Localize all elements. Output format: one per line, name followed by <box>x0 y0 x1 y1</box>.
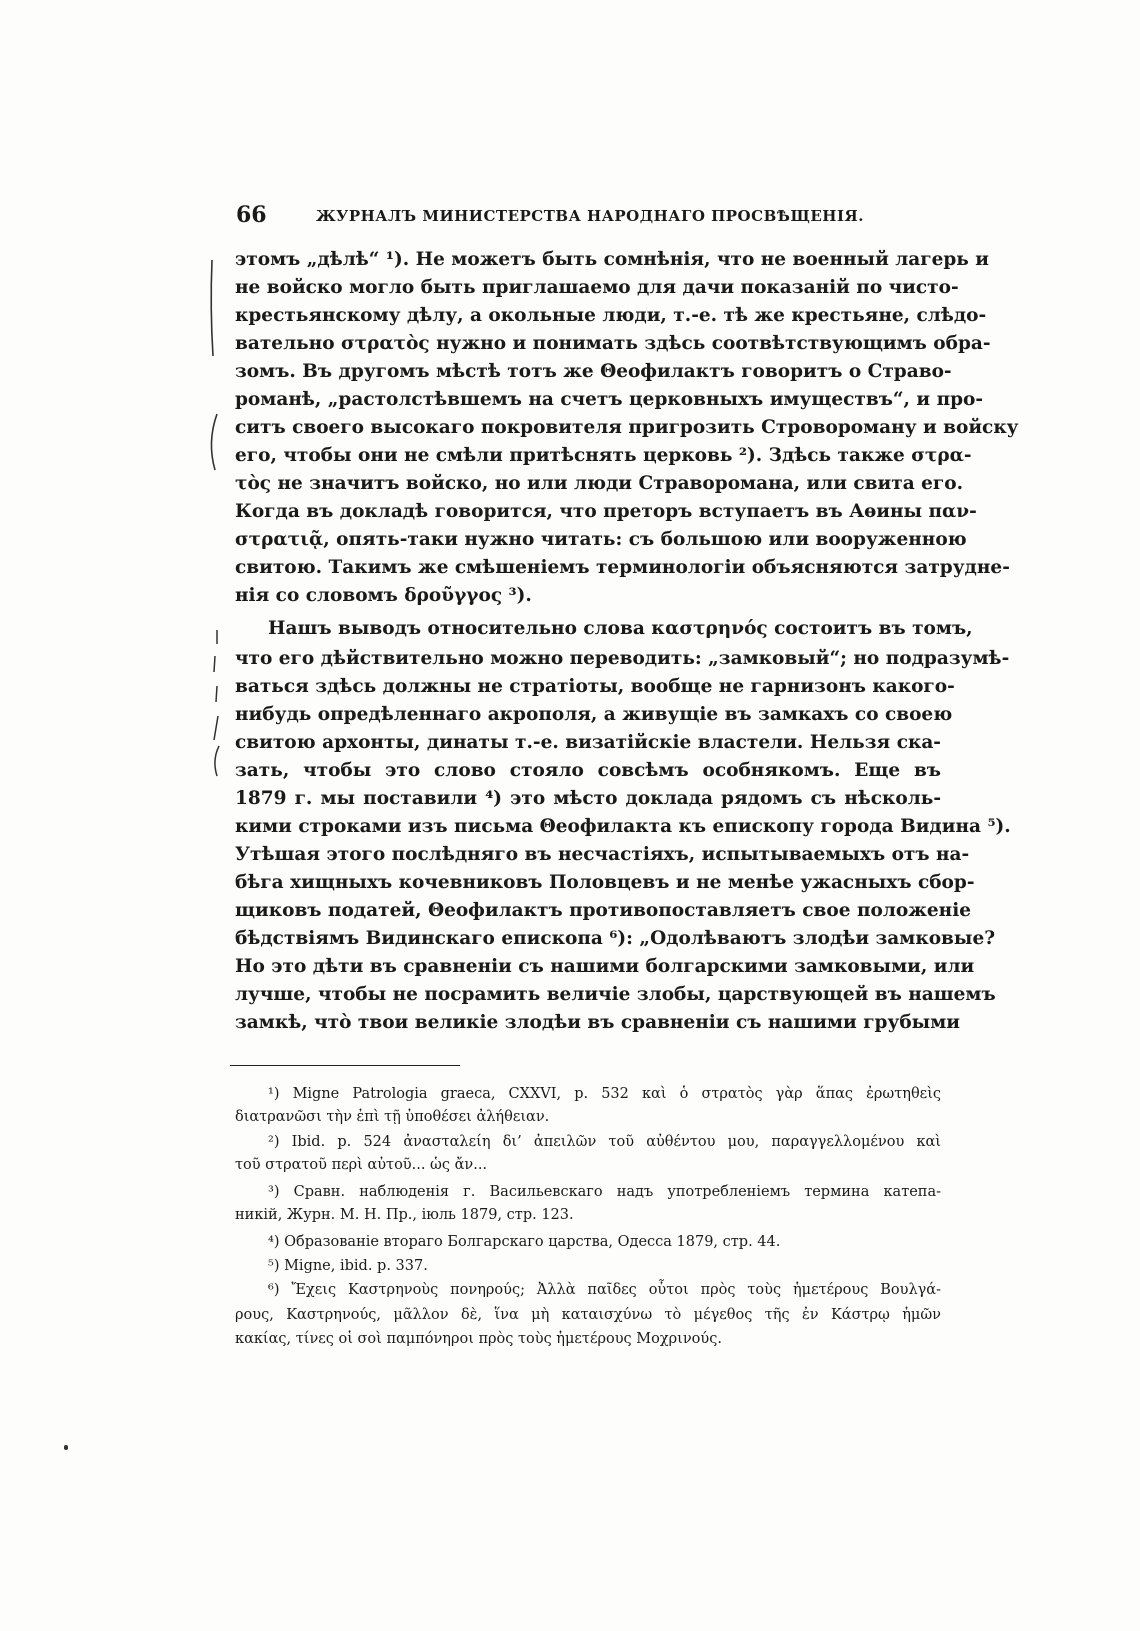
text-line: щиковъ податей, Θеофилактъ противопоставляетъ свое положеніе <box>235 900 972 921</box>
text-line: ситъ своего высокаго покровителя пригрозить Стровороману и войску <box>235 417 1019 438</box>
text-line: вательно στρατὸς нужно и понимать здѣсь соотвѣтствующимъ обра- <box>235 333 991 354</box>
text-line: нибудь опредѣленнаго акрополя, а живущіе въ замкахъ со своею <box>235 704 953 725</box>
footnote-line: κακίας, τίνες οἱ σοὶ παμπόνηροι πρὸς τοὺς ἡμετέρους Μοχρινούς. <box>235 1331 722 1347</box>
margin-mark-2-icon <box>205 412 219 472</box>
text-line: крестьянскому дѣлу, а окольные люди, т.-е. тѣ же крестьяне, слѣдо- <box>235 305 987 326</box>
text-line: лучше, чтобы не посрамить величіе злобы, царствующей въ нашемъ <box>235 984 996 1005</box>
footnote-line: ¹) Migne Patrologia graeca, CXXVI, p. 532 καὶ ὁ στρατὸς γὰρ ἅπας ἐρωτηθεὶς <box>268 1086 941 1102</box>
text-line: кими строками изъ письма Θеофилакта къ епископу города Видина ⁵). <box>235 816 1011 837</box>
text-line: романѣ, „растолстѣвшемъ на счетъ церковныхъ имуществъ“, и про- <box>235 389 984 410</box>
text-line: ваться здѣсь должны не стратіоты, вообще не гарнизонъ какого- <box>235 676 955 697</box>
text-line: зать, чтобы это слово стояло совсѣмъ особнякомъ. Еще въ <box>235 760 941 781</box>
footnote-divider <box>230 1065 460 1066</box>
page-speck <box>64 1445 68 1450</box>
text-line: στρατιᾷ, опять-таки нужно читать: съ большою или вооруженною <box>235 529 967 550</box>
text-line: зомъ. Въ другомъ мѣстѣ тотъ же Θеофилактъ говоритъ о Страво- <box>235 361 952 382</box>
text-line: замкѣ, что̀ твои великіе злодѣи въ сравненіи съ нашими грубыми <box>235 1012 961 1033</box>
running-header <box>236 202 876 232</box>
margin-mark-3-icon <box>208 628 222 778</box>
footnote-line: ⁵) Migne, ibid. p. 337. <box>268 1258 428 1274</box>
text-line: свитою архонты, динаты т.-е. визатійскіе властели. Нельзя ска- <box>235 732 941 753</box>
text-line: бѣга хищныхъ кочевниковъ Половцевъ и не менѣе ужасныхъ сбор- <box>235 872 975 893</box>
footnote-line: ρους, Καστρηνούς, μᾶλλον δὲ, ἵνα μὴ καταισχύνω τὸ μέγεθος τῆς ἐν Κάστρῳ ἡμῶν <box>235 1307 941 1323</box>
text-line: его, чтобы они не смѣли притѣснять церковь ²). Здѣсь также στρα- <box>235 445 972 466</box>
page-number: 66 <box>236 202 267 228</box>
running-title: ЖУРНАЛЪ МИНИСТЕРСТВА НАРОДНАГО ПРОСВѢЩЕНІЯ. <box>316 207 864 225</box>
text-line: этомъ „дѣлѣ“ ¹). Не можетъ быть сомнѣнія, что не военный лагерь и <box>235 249 990 270</box>
text-line: Когда въ докладѣ говорится, что преторъ вступаетъ въ Аѳины παν- <box>235 501 977 522</box>
footnote-line: τοῦ στρατοῦ περὶ αὐτοῦ... ὡς ἄν... <box>235 1157 488 1173</box>
text-line: бѣдствіямъ Видинскаго епископа ⁶): „Одолѣваютъ злодѣи замковые? <box>235 928 996 949</box>
margin-mark-1-icon <box>206 258 218 358</box>
text-line: нія со словомъ δροῦγγος ³). <box>235 585 532 606</box>
footnote-line: ⁶) Ἔχεις Καστρηνοὺς πονηρούς; Ἀλλὰ παῖδες οὗτοι πρὸς τοὺς ἡμετέρους Βουλγά- <box>268 1282 941 1298</box>
paragraph-first-line: Нашъ выводъ относительно слова καστρηνός состоитъ въ томъ, <box>268 618 973 639</box>
text-line: Но это дѣти въ сравненіи съ нашими болгарскими замковыми, или <box>235 956 975 977</box>
text-line: τὸς не значитъ войско, но или люди Стравороманa, или свита его. <box>235 473 964 494</box>
footnote-line: ³) Сравн. наблюденія г. Васильевскаго надъ употребленіемъ термина катепа- <box>268 1184 941 1200</box>
footnote-line: διατρανῶσι τὴν ἐπὶ τῇ ὑποθέσει ἀλήθειαν. <box>235 1109 550 1125</box>
footnote-line: ²) Ibid. p. 524 ἀνασταλείη δι’ ἀπειλῶν τοῦ αὐθέντου μου, παραγγελλομένου καὶ <box>268 1134 941 1150</box>
text-line: свитою. Такимъ же смѣшеніемъ терминологіи объясняются затрудне- <box>235 557 1010 578</box>
text-line: не войско могло быть приглашаемо для дачи показаній по чисто- <box>235 277 959 298</box>
footnote-line: ⁴) Образованіе втораго Болгарскаго царства, Одесса 1879, стр. 44. <box>268 1234 781 1250</box>
text-line: 1879 г. мы поставили ⁴) это мѣсто доклада рядомъ съ нѣсколь- <box>235 788 941 809</box>
footnote-line: никій, Журн. М. Н. Пр., іюль 1879, стр. 123. <box>235 1207 574 1223</box>
text-line: что его дѣйствительно можно переводить: „замковый“; но подразумѣ- <box>235 648 1010 669</box>
text-line: Утѣшая этого послѣдняго въ несчастіяхъ, испытываемыхъ отъ на- <box>235 844 970 865</box>
